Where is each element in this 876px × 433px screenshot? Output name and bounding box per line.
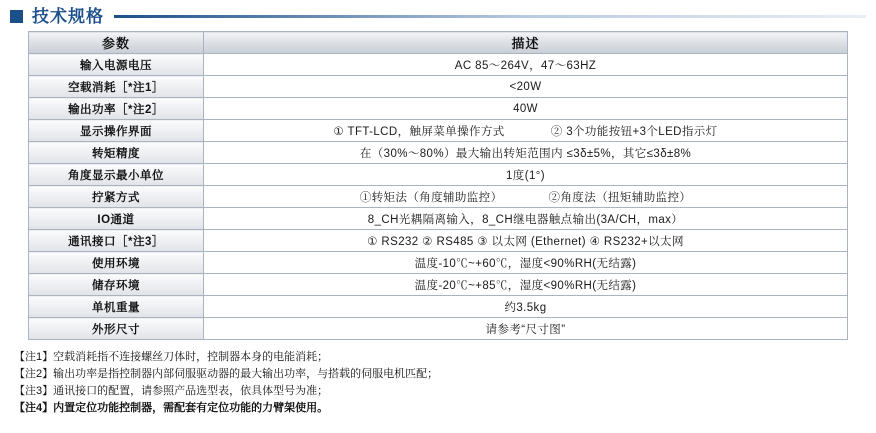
desc-cell	[204, 120, 848, 142]
desc-cell: 温度-20℃~+85℃，湿度<90%RH(无结露)	[204, 274, 848, 296]
square-marker-icon	[10, 10, 23, 23]
table-row	[29, 252, 848, 274]
section-header	[0, 0, 876, 31]
note-line: 【注2】输出功率是指控制器内部伺服驱动器的最大输出功率，与搭载的伺服电机匹配；	[14, 368, 439, 381]
table-row	[29, 164, 848, 186]
desc-part: ② 3个功能按钮+3个LED指示灯	[550, 125, 718, 138]
param-cell: 转矩精度	[29, 142, 204, 164]
table-row	[29, 120, 848, 142]
table-row	[29, 54, 848, 76]
desc-cell: ① RS232 ② RS485 ③ 以太网 (Ethernet) ④ RS232+以太网	[204, 230, 848, 252]
param-cell: 通讯接口［*注3］	[29, 230, 204, 252]
desc-part: ①转矩法（角度辅助监控）	[359, 191, 503, 204]
spec-table	[28, 31, 848, 340]
column-header-desc: 描述	[204, 32, 848, 54]
table-body	[29, 54, 848, 340]
page-title: 技术规格	[32, 7, 104, 26]
table-row	[29, 274, 848, 296]
param-cell: 输出功率［*注2］	[29, 98, 204, 120]
notes-block	[0, 340, 876, 417]
table-row	[29, 208, 848, 230]
table-row	[29, 98, 848, 120]
desc-cell: <20W	[204, 76, 848, 98]
param-cell: IO通道	[29, 208, 204, 230]
param-cell: 单机重量	[29, 296, 204, 318]
spec-table-container	[0, 31, 876, 340]
param-cell: 储存环境	[29, 274, 204, 296]
note-line: 【注4】内置定位功能控制器，需配套有定位功能的力臂架使用。	[14, 402, 329, 415]
note-line: 【注1】空载消耗指不连接螺丝刀体时，控制器本身的电能消耗；	[14, 351, 329, 363]
table-row	[29, 76, 848, 98]
param-cell: 输入电源电压	[29, 54, 204, 76]
desc-cell: 温度-10℃~+60℃，湿度<90%RH(无结露)	[204, 252, 848, 274]
desc-part: ②角度法（扭矩辅助监控）	[548, 191, 692, 204]
desc-cell: 8_CH光耦隔离输入，8_CH继电器触点输出(3A/CH，max）	[204, 208, 848, 230]
param-cell: 显示操作界面	[29, 120, 204, 142]
table-header-row	[29, 32, 848, 54]
param-cell: 外形尺寸	[29, 318, 204, 340]
desc-cell: 约3.5kg	[204, 296, 848, 318]
param-cell: 角度显示最小单位	[29, 164, 204, 186]
desc-part: ① TFT-LCD，触屏菜单操作方式	[333, 125, 505, 138]
desc-cell: 请参考“尺寸图”	[204, 318, 848, 340]
desc-cell	[204, 186, 848, 208]
table-row	[29, 318, 848, 340]
desc-cell: 1度(1°)	[204, 164, 848, 186]
table-header	[29, 32, 848, 54]
param-cell: 空载消耗［*注1］	[29, 76, 204, 98]
table-row	[29, 142, 848, 164]
table-row	[29, 186, 848, 208]
param-cell: 拧紧方式	[29, 186, 204, 208]
desc-cell: 在（30%～80%）最大输出转矩范围内 ≤3δ±5%，其它≤3δ±8%	[204, 142, 848, 164]
param-cell: 使用环境	[29, 252, 204, 274]
table-row	[29, 296, 848, 318]
column-header-param: 参数	[29, 32, 204, 54]
header-divider	[114, 15, 866, 18]
table-row	[29, 230, 848, 252]
desc-cell: 40W	[204, 98, 848, 120]
desc-cell: AC 85～264V，47～63HZ	[204, 54, 848, 76]
note-line: 【注3】通讯接口的配置，请参照产品选型表，依具体型号为准；	[14, 385, 329, 398]
